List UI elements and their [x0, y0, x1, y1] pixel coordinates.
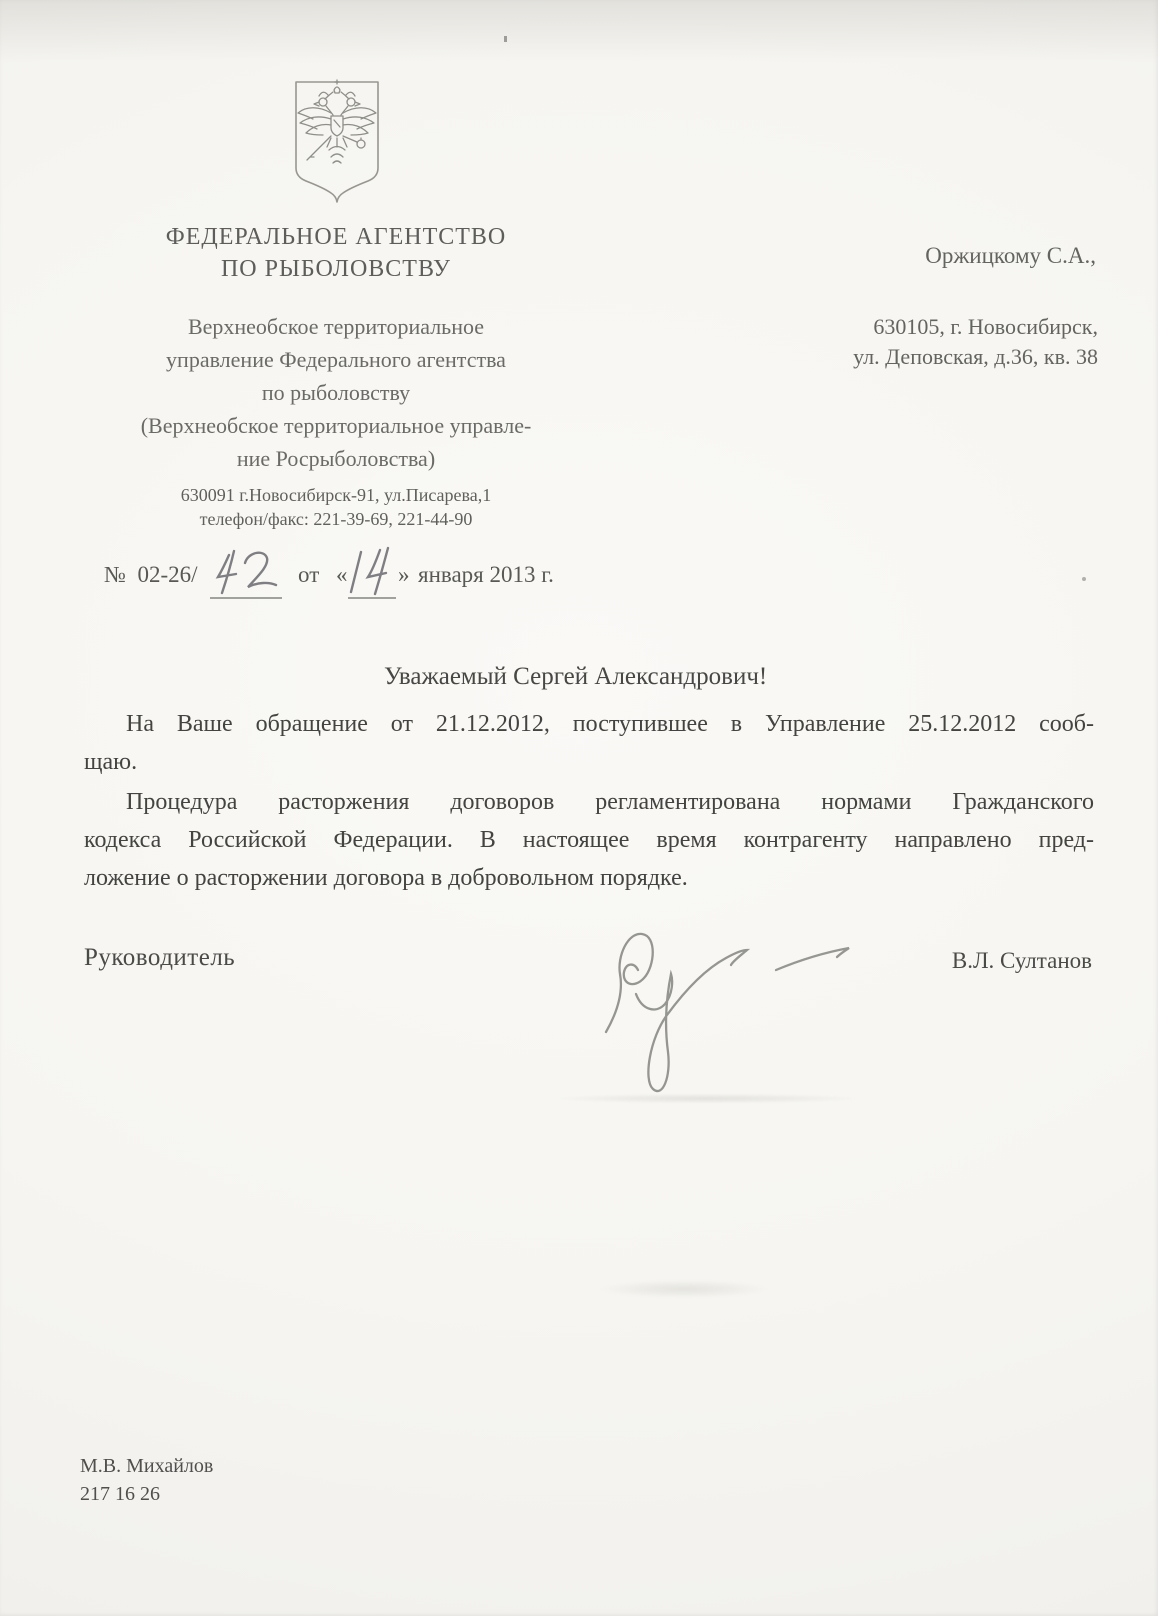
agency-name-line1: ФЕДЕРАЛЬНОЕ АГЕНТСТВО: [165, 224, 507, 250]
org-address: [58, 483, 614, 531]
executor-phone: 217 16 26: [80, 1483, 160, 1505]
scan-shadow-band: [0, 0, 1158, 62]
division-line: Верхнеобское территориальное: [187, 314, 485, 339]
division-line: (Верхнеобское территориальное управле-: [140, 413, 532, 438]
ref-from-word: от: [298, 562, 320, 587]
org-address-line2: телефон/факс: 221-39-69, 221-44-90: [199, 509, 473, 529]
body-paragraph2-line3: ложение о расторжении договора в добровольном порядке.: [84, 865, 688, 891]
division-name: [58, 310, 614, 475]
body-paragraph2-line2: кодекса Российской Федерации. В настоящее время контрагенту направлено пред-: [84, 827, 1094, 853]
ref-close-quote: »: [398, 562, 410, 587]
recipient-name: Оржицкому С.А.,: [925, 243, 1096, 268]
agency-name-line2: ПО РЫБОЛОВСТВУ: [220, 256, 452, 282]
division-line: по рыболовству: [261, 380, 411, 405]
ref-open-quote: «: [336, 562, 348, 587]
signoff-title: Руководитель: [84, 944, 236, 971]
scan-speck: [504, 36, 507, 42]
body-paragraph1-line1: На Ваше обращение от 21.12.2012, поступившее в Управление 25.12.2012 сооб-: [126, 711, 1094, 737]
handwritten-number-42: [212, 547, 280, 597]
body-paragraph1-line2: щаю.: [84, 749, 138, 775]
recipient-address: [853, 312, 1098, 372]
ref-date-text: января 2013 г.: [418, 562, 554, 587]
handwritten-day-14: [346, 545, 398, 597]
recipient-address-line2: ул. Деповская, д.36, кв. 38: [853, 344, 1098, 369]
scan-smudge: [556, 1094, 856, 1103]
signoff-name: В.Л. Султанов: [951, 948, 1092, 973]
division-line: ние Росрыболовства): [236, 446, 436, 471]
scan-smudge: [598, 1280, 770, 1298]
executor-block: [80, 1452, 213, 1508]
ref-number-prefix: № 02-26/: [104, 562, 198, 587]
org-address-line1: 630091 г.Новосибирск-91, ул.Писарева,1: [180, 485, 492, 505]
agency-name: [58, 221, 614, 285]
ref-number-underline: [210, 597, 282, 599]
division-line: управление Федерального агентства: [166, 347, 506, 372]
body-paragraph2-line1: Процедура расторжения договоров регламентирована нормами Гражданского: [126, 789, 1094, 815]
executor-name: М.В. Михайлов: [80, 1455, 214, 1477]
scan-speck: [1082, 577, 1086, 581]
russian-coat-of-arms-icon: [285, 78, 389, 208]
recipient-address-line1: 630105, г. Новосибирск,: [873, 314, 1098, 339]
ref-day-underline: [348, 597, 396, 599]
handwritten-signature-icon: [580, 920, 860, 1120]
salutation: Уважаемый Сергей Александрович!: [384, 663, 768, 690]
